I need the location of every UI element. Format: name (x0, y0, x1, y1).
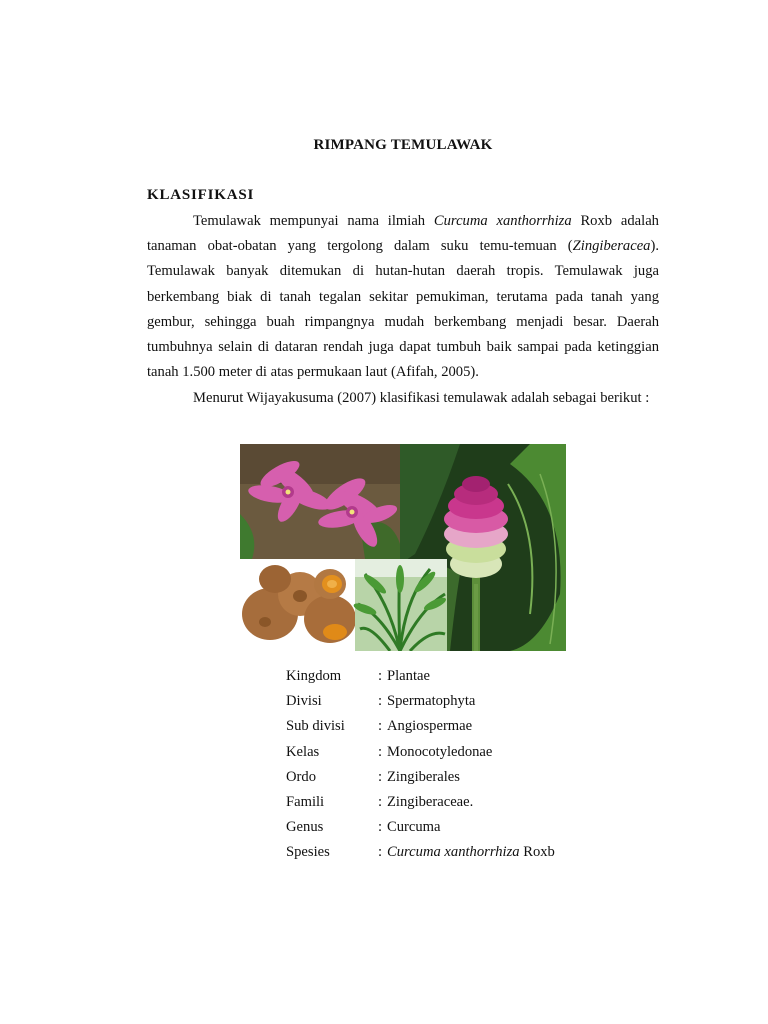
taxonomy-separator: : (378, 668, 383, 684)
paragraph-text: Temulawak mempunyai nama ilmiah (193, 213, 434, 229)
taxonomy-separator: : (378, 768, 383, 785)
page-title: RIMPANG TEMULAWAK (313, 137, 493, 153)
temulawak-photo-collage (240, 444, 566, 651)
photo-pink-flowers (240, 444, 400, 559)
taxonomy-value: Angiospermae (387, 718, 473, 735)
taxonomy-table (286, 664, 555, 866)
taxonomy-rank: Genus (286, 819, 324, 836)
taxonomy-row (286, 840, 555, 865)
taxonomy-row (286, 664, 555, 689)
family-name: Zingiberacea (572, 238, 651, 255)
taxonomy-row (286, 765, 555, 790)
paragraph-description (147, 209, 659, 385)
taxonomy-rank: Spesies (286, 844, 330, 861)
taxonomy-rank: Ordo (286, 768, 316, 785)
taxonomy-value: Spermatophyta (387, 693, 476, 710)
species-author: Roxb (519, 844, 555, 861)
taxonomy-value: Zingiberaceae. (387, 793, 474, 810)
taxonomy-value: Monocotyledonae (387, 743, 493, 760)
taxonomy-row (286, 740, 555, 765)
taxonomy-value: Plantae (387, 668, 430, 684)
taxonomy-row (286, 714, 555, 739)
photo-rhizomes (240, 559, 356, 651)
taxonomy-row (286, 689, 555, 714)
taxonomy-rank: Famili (286, 793, 325, 810)
taxonomy-rank: Kelas (286, 743, 320, 760)
taxonomy-rank: Kingdom (286, 668, 342, 684)
paragraph-text: ). Temulawak banyak ditemukan di hutan-hutan daerah tropis. Temulawak juga berkembang biak di tanah tegalan sekitar pemukiman, terutama pada tanah yang gembur, sehingga buah rimpangnya mudah berkembang menjadi besar. Daerah tumbuhnya selain di dataran rendah juga dapat tumbuh baik sampai pada ketinggian tanah 1.500 meter di atas permukaan laut (Afifah, 2005). (147, 238, 659, 381)
paragraph-classification-intro: Menurut Wijayakusuma (2007) klasifikasi temulawak adalah sebagai berikut : (193, 390, 650, 406)
taxonomy-value (387, 844, 555, 860)
species-name: Curcuma xanthorrhiza (387, 844, 520, 861)
taxonomy-row (286, 790, 555, 815)
taxonomy-separator: : (378, 718, 383, 735)
taxonomy-separator: : (378, 819, 383, 836)
taxonomy-separator: : (378, 693, 383, 710)
taxonomy-value: Curcuma (387, 819, 441, 836)
taxonomy-separator: : (378, 844, 383, 861)
taxonomy-rank: Sub divisi (286, 718, 345, 735)
paragraph-text: Roxb adalah tanaman obat-obatan yang tergolong dalam suku temu-temuan ( (147, 213, 659, 255)
taxonomy-rank: Divisi (286, 693, 322, 710)
taxonomy-separator: : (378, 793, 383, 810)
taxonomy-separator: : (378, 743, 383, 760)
taxonomy-row (286, 815, 555, 840)
section-heading: KLASIFIKASI (147, 187, 255, 203)
species-name: Curcuma xanthorrhiza (433, 213, 572, 229)
taxonomy-value: Zingiberales (387, 768, 460, 785)
photo-plant-clump (352, 559, 447, 651)
